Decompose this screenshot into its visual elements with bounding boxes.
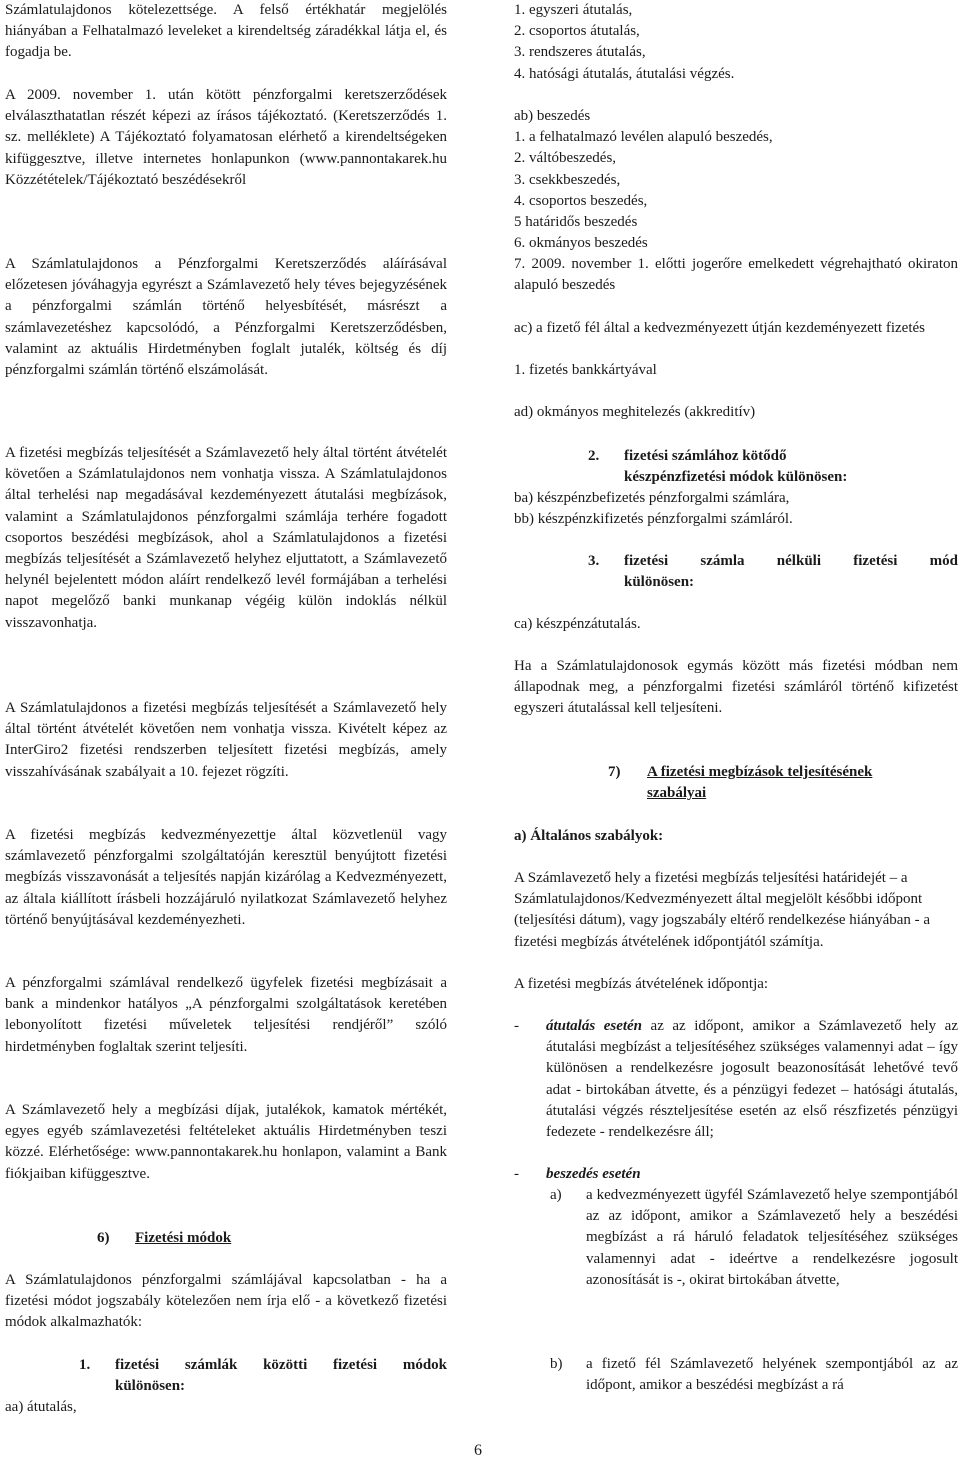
paragraph-hirdetmeny: A pénzforgalmi számlával rendelkező ügyfelek fizetési megbízásait a bank a mindenkor hatályos „A pénzforgalmi szolgáltatások keretében lebonyolított fizetési műveletek teljesítési rendjéről” szóló hirdetményben foglaltak szerint teljesíti. (5, 975, 447, 1055)
list-item: 1. egyszeri átutalás, (514, 2, 633, 18)
dash-marker: - (514, 1166, 519, 1182)
sublist-label: a) (550, 1187, 562, 1203)
sublist-text: a kedvezményezett ügyfél Számlavezető helye szempontjából az az időpont, amikor a Számlavezető hely a beszédési megbízást a rá háruló feladatok teljesítéséhez szükséges valamennyi adat - ideértve a rendelkezésre jogosult azonosítását is -, okirat birtokában átvette, (586, 1187, 958, 1288)
paragraph-atvetel-idopontja: A fizetési megbízás átvételének időpontja: (514, 976, 769, 992)
subsection-title-line1: fizetési számlához kötődő (624, 448, 787, 464)
item-bb: bb) készpénzkifizetés pénzforgalmi számláról. (514, 511, 793, 527)
list-item: 1. a felhatalmazó levélen alapuló beszedés, (514, 129, 773, 146)
emphasis: beszedés esetén (546, 1166, 641, 1182)
subsection-number: 2. (588, 448, 600, 464)
list-item: 3. csekkbeszedés, (514, 171, 621, 188)
subsection-title-line2: készpénzfizetési módok különösen: (624, 469, 848, 485)
paragraph-egyszeri-atutalas: Ha a Számlatulajdonosok egymás között más fizetési módban nem állapodnak meg, a pénzforgalmi fizetési számláról történő kifizetést egyszeri átutalással kell teljesíteni. (514, 658, 958, 717)
section-title-line1: A fizetési megbízások teljesítésének (647, 764, 873, 780)
paragraph-kedvezmenyezett: A fizetési megbízás kedvezményezettje által közvetlenül vagy számlavezető pénzforgalmi szolgáltatóján keresztül benyújtott fizetési megbízás visszavonását a teljesítés napján kizárólag a Kedvezményezett, az általa kiállított írásbeli hozzájáruló nyilatkozat Számlavezető helyhez történő benyújtásával kezdeményezheti. (5, 827, 447, 928)
subsection-title-line1: fizetési számlák közötti fizetési módok (115, 1357, 447, 1373)
item-ac-1: 1. fizetés bankkártyával (514, 362, 657, 378)
paragraph-felhatalmazo: Számlatulajdonos kötelezettsége. A felső értékhatár megjelölés hiányában a Felhatalmazó leveleket a kirendeltség záradékkal látja el, és fogadja be. (5, 2, 447, 61)
list-item-beszedes (514, 1164, 958, 1185)
list-atutalas (514, 0, 958, 85)
item-ba: ba) készpénzbefizetés pénzforgalmi számlára, (514, 490, 790, 506)
section-number: 7) (608, 764, 621, 780)
list-item-text: az az időpont, amikor a Számlavezető hely az átutalási megbízást a teljesítéséhez szükséges valamennyi adat – így különösen a rendelkezésre jogosult beazonosítását lehetővé tevő adat - birtokában átvette, és a pénzügyi fedezet – hatósági átutalás, átutalási végzés részteljesítése esetén az első részfizetés pénzügyi fedezete - rendelkezésre áll; (546, 1018, 958, 1141)
paragraph-dijak: A Számlavezető hely a megbízási díjak, jutalékok, kamatok mértékét, egyes egyéb számlavezetési feltételeket aktuális Hirdetményben teszi közzé. Elérhetősége: www.pannontakarek.hu honlapon, valamint a Bank fiókjaiban kifüggesztve. (5, 1102, 447, 1182)
paragraph-jovahagyas: A Számlatulajdonos a Pénzforgalmi Keretszerződés aláírásával előzetesen jóváhagyja egyrészt a Számlavezető hely téves bejegyzésének a pénzforgalmi számlán történő helyesbítését, másrészt a számlavezetéshez kapcsolódó, a Pénzforgalmi Keretszerződésben, valamint az aktuális Hirdetményben foglalt jutalék, költség és díj pénzforgalmi számlán történő elszámolását. (5, 256, 447, 379)
list-item-body (546, 1164, 958, 1185)
sublist-item-b (546, 1354, 958, 1396)
dash-marker: - (514, 1018, 519, 1034)
list-item: 2. csoportos átutalás, (514, 23, 640, 40)
page-number: 6 (474, 1442, 482, 1459)
paragraph-intergiro: A Számlatulajdonos a fizetési megbízás teljesítését a Számlavezető hely által történt átvételét követően nem vonhatja vissza. Kivételt képez az InterGiro2 fizetési rendszerben teljesített fizetési megbízás, amely visszahívásának szabályait a 10. fejezet rögzíti. (5, 700, 447, 780)
list-item: 4. csoportos beszedés, (514, 192, 648, 209)
list-item: 4. hatósági átutalás, átutalási végzés. (514, 65, 735, 82)
list-item: 5 határidős beszedés (514, 214, 638, 231)
list-item-atutalas (514, 1016, 958, 1143)
sublist-text: a fizető fél Számlavezető helyének szempontjából az az időpont, amikor a beszédési megbízást a rá (586, 1356, 958, 1394)
list-item: 2. váltóbeszedés, (514, 150, 617, 167)
section-title-line2: szabályai (647, 785, 707, 801)
item-ca: ca) készpénzátutalás. (514, 616, 641, 632)
subsection-number: 1. (79, 1357, 91, 1373)
list-item-7: 7. 2009. november 1. előtti jogerőre emelkedett végrehajtható okiraton alapuló beszedés (514, 256, 958, 294)
subsection-title-line1: fizetési számla nélküli fizetési mód (624, 553, 958, 569)
subheading-altalanos-szabalyok: a) Általános szabályok: (514, 828, 664, 844)
subsection-title-line2: különösen: (115, 1378, 186, 1394)
section-number: 6) (97, 1230, 110, 1246)
emphasis: átutalás esetén (546, 1018, 643, 1034)
item-ac: ac) a fizető fél által a kedvezményezett útján kezdeményezett fizetés (514, 320, 926, 336)
paragraph-visszavonas: A fizetési megbízás teljesítését a Számlavezető hely által történt átvételét követően a Számlatulajdonos nem vonhatja vissza. A Számlatulajdonos által terhelési nap megadásával kezdeményezett átutalási megbízások, valamint a Számlatulajdonos pénzforgalmi számlája terhére fogadott csoportos beszédési megbízások, ahol a Számlatulajdonos a fizetési megbízás teljesítését a Számlavezető helyhez eljuttatott, a Számlavezető helynél bejelentett módon aláírt rendelkező levél formájában a terhelési napot megelőző banki munkanap végéig külön indoklás nélkül visszavonhatja. (5, 445, 447, 631)
section-title: Fizetési módok (135, 1230, 232, 1246)
paragraph-fizetesi-modok: A Számlatulajdonos pénzforgalmi számlájával kapcsolatban - ha a fizetési módot jogszabály kötelezően nem írja elő - a következő fizetési módok alkalmazhatók: (5, 1272, 447, 1331)
sublist-item-a (546, 1185, 958, 1291)
paragraph-tajekoztato: A 2009. november 1. után kötött pénzforgalmi keretszerződések elválaszthatatlan részét képezi az írásos tájékoztató. (Keretszerződés 1. sz. melléklete) A Tájékoztató folyamatosan elérhető a kirendeltségeken kifüggesztve, illetve internetes honlapunkon (www.pannontakarek.hu Közzétételek/Tájékoztató beszédésekről (5, 87, 447, 188)
subsection-number: 3. (588, 553, 600, 569)
subsection-title-line2: különösen: (624, 574, 695, 590)
item-aa: aa) átutalás, (5, 1399, 77, 1415)
list-item: 6. okmányos beszedés (514, 235, 648, 252)
list-title: ab) beszedés (514, 108, 591, 124)
paragraph-teljesitesi-hatarido: A Számlavezető hely a fizetési megbízás teljesítési határidejét – a Számlatulajdonos/Kedvezményezett által megjelölt későbbi időpont (teljesítési dátum), vagy jogszabály eltérő rendelkezése hiányában - a fizetési megbízás átvételének időpontjától számítja. (514, 870, 931, 950)
list-beszedes (514, 106, 958, 254)
list-item: 3. rendszeres átutalás, (514, 44, 646, 61)
sublist-label: b) (550, 1356, 563, 1372)
item-ad: ad) okmányos meghitelezés (akkreditív) (514, 404, 756, 420)
list-item-body (546, 1016, 958, 1143)
